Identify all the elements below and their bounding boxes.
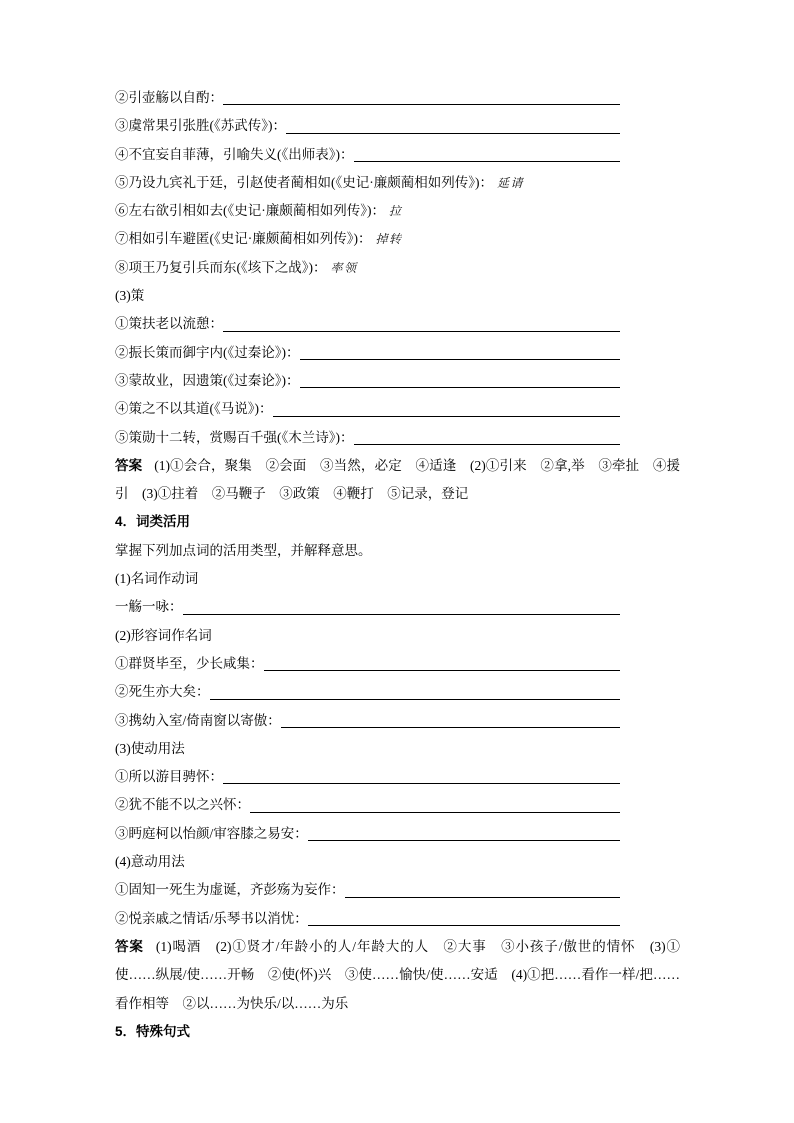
answer-blank-underline <box>223 104 620 105</box>
answer-paragraph <box>115 933 680 1018</box>
answer-blank-underline <box>300 387 621 388</box>
fill-in-blank-line <box>115 678 680 706</box>
text-line <box>115 537 680 565</box>
answer-text: (1)①会合，聚集 ②会面 ③当然，必定 ④适逢 (2)①引来 ②拿,举 ③牵扯 ④援引 (3)①拄着 ②马鞭子 ③政策 ④鞭打 ⑤记录，登记 <box>115 457 681 502</box>
text-line <box>115 735 680 763</box>
fill-in-blank-line <box>115 707 680 735</box>
line-text: ②悦亲戚之情话/乐琴书以消忧： <box>115 910 308 926</box>
fill-in-blank-line <box>115 905 680 933</box>
line-text: (3)策 <box>115 288 145 304</box>
answered-line <box>115 225 680 253</box>
answer-text: (1)喝酒 (2)①贤才/年龄小的人/年龄大的人 ②大事 ③小孩子/傲世的情怀 (3)①使……纵展/使……开畅 ②使(怀)兴 ③使……愉快/使……安适 (4)①把……看作一样/把……看作相等 ②以……为快乐/以……为乐 <box>115 938 680 1011</box>
text-line <box>115 565 680 593</box>
answer-blank-underline <box>308 925 620 926</box>
line-text: 掌握下列加点词的活用类型，并解释意思。 <box>115 542 372 558</box>
answered-line <box>115 254 680 282</box>
answer-blank-underline <box>286 133 620 134</box>
line-text: (3)使动用法 <box>115 740 185 756</box>
line-text: ②死生亦大矣： <box>115 684 210 700</box>
line-text: ④策之不以其道(《马说》)： <box>115 401 273 417</box>
document-content <box>115 84 680 1046</box>
handwritten-answer: 率领 <box>330 260 358 275</box>
line-text: ②引壶觞以自酌： <box>115 90 223 105</box>
line-text: ②犹不能不以之兴怀： <box>115 797 250 813</box>
answer-blank-underline <box>300 359 621 360</box>
fill-in-blank-line <box>115 650 680 678</box>
answer-blank-underline <box>183 614 621 615</box>
answer-blank-underline <box>250 812 620 813</box>
text-line <box>115 282 680 310</box>
fill-in-blank-line <box>115 876 680 904</box>
answer-blank-underline <box>264 670 621 671</box>
fill-in-blank-line <box>115 593 680 621</box>
line-text: ①所以游目骋怀： <box>115 769 223 785</box>
answered-line <box>115 169 680 197</box>
fill-in-blank-line <box>115 820 680 848</box>
line-text: (1)名词作动词 <box>115 571 199 587</box>
answer-blank-underline <box>210 699 621 700</box>
line-text: ⑤乃设九宾礼于廷，引赵使者蔺相如(《史记·廉颇蔺相如列传》)： <box>115 174 493 190</box>
line-text: ⑦相如引车避匿(《史记·廉颇蔺相如列传》)： <box>115 231 372 247</box>
fill-in-blank-line <box>115 141 680 169</box>
fill-in-blank-line <box>115 424 680 452</box>
answer-blank-underline <box>223 331 620 332</box>
text-line <box>115 848 680 876</box>
line-text: ①策扶老以流憩： <box>115 316 223 332</box>
line-text: ⑤策勋十二转，赏赐百千强(《木兰诗》)： <box>115 429 354 445</box>
answer-blank-underline <box>223 783 620 784</box>
line-text: ⑥左右欲引相如去(《史记·廉颇蔺相如列传》)： <box>115 203 385 219</box>
answer-label: 答案 <box>115 457 143 473</box>
handwritten-answer: 拉 <box>389 204 403 219</box>
answer-paragraph <box>115 452 680 509</box>
fill-in-blank-line <box>115 791 680 819</box>
answer-blank-underline <box>308 840 620 841</box>
handwritten-answer: 掉转 <box>375 232 403 247</box>
fill-in-blank-line <box>115 367 680 395</box>
section-heading-text: 5．特殊句式 <box>115 1023 191 1039</box>
line-text: ①固知一死生为虚诞，齐彭殇为妄作： <box>115 882 345 898</box>
fill-in-blank-line <box>115 339 680 367</box>
line-text: (2)形容词作名词 <box>115 627 212 643</box>
answered-line <box>115 197 680 225</box>
handwritten-answer: 延请 <box>497 175 525 190</box>
line-text: ③携幼入室/倚南窗以寄傲： <box>115 712 281 728</box>
line-text: ③虞常果引张胜(《苏武传》)： <box>115 118 286 134</box>
line-text: 一觞一咏： <box>115 599 183 615</box>
line-text: (4)意动用法 <box>115 854 185 870</box>
fill-in-blank-line <box>115 395 680 423</box>
line-text: ⑧项王乃复引兵而东(《垓下之战》)： <box>115 259 327 275</box>
fill-in-blank-line <box>115 310 680 338</box>
answer-blank-underline <box>273 416 621 417</box>
fill-in-blank-line <box>115 84 680 112</box>
fill-in-blank-line <box>115 763 680 791</box>
fill-in-blank-line <box>115 112 680 140</box>
answer-blank-underline <box>354 444 621 445</box>
answer-blank-underline <box>281 727 620 728</box>
answer-label: 答案 <box>115 938 144 954</box>
section-heading <box>115 508 680 536</box>
line-text: ②振长策而御宇内(《过秦论》)： <box>115 344 300 360</box>
section-heading <box>115 1018 680 1046</box>
line-text: ①群贤毕至，少长咸集： <box>115 655 264 671</box>
answer-blank-underline <box>354 161 621 162</box>
line-text: ④不宜妄自菲薄，引喻失义(《出师表》)： <box>115 146 354 162</box>
line-text: ③蒙故业，因遗策(《过秦论》)： <box>115 372 300 388</box>
line-text: ③眄庭柯以怡颜/审容膝之易安： <box>115 825 308 841</box>
answer-blank-underline <box>345 897 621 898</box>
text-line <box>115 622 680 650</box>
section-heading-text: 4．词类活用 <box>115 514 191 530</box>
